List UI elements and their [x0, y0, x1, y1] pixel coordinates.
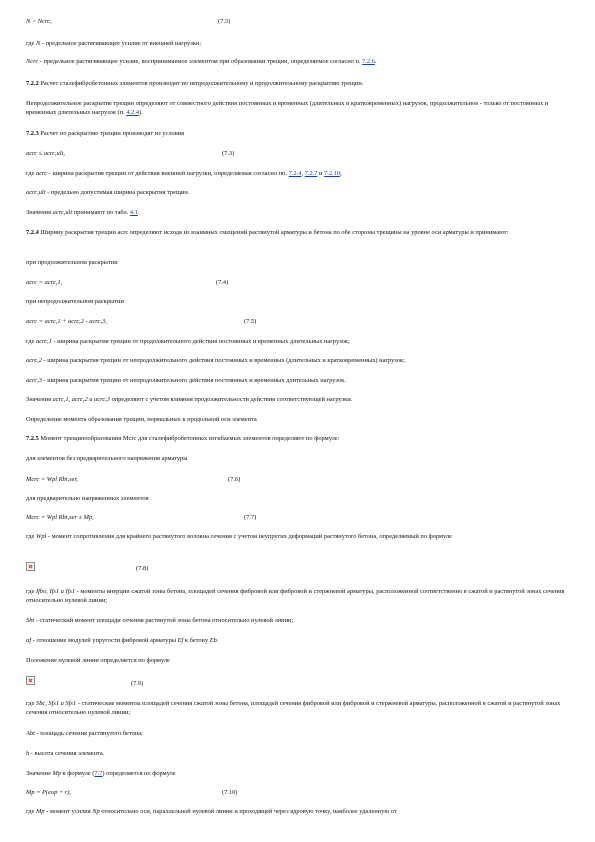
formula-number: (7.4) [216, 279, 229, 286]
formula-7-6: Mcrc = Wpl Rbt,ser, [26, 476, 78, 483]
link-7-2-6[interactable]: 7.2.6 [362, 58, 375, 65]
formula-7-3-first: N > Ncrc, [26, 18, 52, 25]
link-4-2-4[interactable]: 4.2.4 [126, 108, 140, 116]
paragraph: Значения acrc,ult принимают по табл. 4.1. [26, 209, 140, 216]
subsection-heading: Определение момента образования трещин, нормальных к продольной оси элемента [26, 416, 257, 423]
paragraph: где Sbc, Sfs1 и Sfs1 - статические моменты площадей сечения сжатой зоны бетона, площадей сечения фибровой или фибровой и стержневой арматуры, расположенной в сжатой и растянутой зонах сечения относительно нулевой линии; [26, 700, 561, 716]
link-7-2-10[interactable]: 7.2.10 [324, 170, 341, 177]
section-7-2-5: 7.2.5 Момент трещинообразования Mcrc для сталефибробетонных изгибаемых элементов определяют по формуле: [26, 435, 340, 442]
broken-image-icon [26, 676, 35, 685]
paragraph: где acrc,1 - ширина раскрытия трещин от продолжительного действия постоянных и временных длительных нагрузок; [26, 338, 350, 345]
paragraph: где Wpl - момент сопротивления для крайнего растянутого волокна сечения с учетом неупругих деформаций растянутого бетона, определяемый по формуле [26, 533, 453, 540]
paragraph: для предварительно напряженных элементов [26, 495, 149, 502]
broken-image-icon [26, 562, 35, 571]
paragraph: для элементов без предварительного напряжения арматуры [26, 455, 188, 462]
paragraph: Непродолжительное раскрытие трещин определяют от совместного действия постоянных и временных (длительных и кратковременных) нагрузок, продолжительное - только от постоянных и временных длительных нагрузок (п. 4.2.4). [26, 100, 549, 116]
paragraph: Ncrc - предельное растягивающее усилие, воспринимаемое элементом при образовании трещин, определяемое согласно п. 7.2.6. [26, 58, 377, 65]
paragraph: acrc,3 - ширина раскрытия трещин от непродолжительного действия постоянных и временных длительных нагрузок. [26, 377, 346, 384]
paragraph: Значение Mp в формуле (7.7) определяется по формуле [26, 770, 176, 777]
paragraph: Sbt - статический момент площади сечения растянутой зоны бетона относительно нулевой линии; [26, 617, 294, 624]
link-7-2-7[interactable]: 7.2.7 [304, 170, 318, 177]
formula-7-7: Mcrc = Wpl Rbt,ser ± Mp, [26, 514, 94, 521]
paragraph: где Mp - момент усилия Np относительно оси, параллельной нулевой линии и проходящей через ядровую точку, наиболее удаленную от [26, 808, 397, 815]
section-7-2-4: 7.2.4 Ширину раскрытия трещин acrc определяют исходя из взаимных смещений растянутой арматуры и бетона по обе стороны трещины на уровне оси арматуры и принимают: [26, 229, 509, 236]
formula-number: (7.3) [218, 18, 231, 25]
link-7-2-4[interactable]: 7.2.4 [288, 170, 302, 177]
section-7-2-3: 7.2.3 Расчет по раскрытию трещин производят из условия [26, 130, 185, 137]
paragraph: acrc,ult - предельно допустимая ширина раскрытия трещин. [26, 189, 190, 196]
paragraph: acrc,2 - ширина раскрытия трещин от непродолжительного действия постоянных и временных (длительных и кратковременных) нагрузок; [26, 357, 405, 364]
section-7-2-2: 7.2.2 Расчет сталефибробетонных элементов производят по непродолжительному и продолжительному раскрытию трещин. [26, 80, 364, 87]
paragraph: при продолжительном раскрытии [26, 259, 118, 266]
formula-number: (7.9) [131, 680, 144, 687]
paragraph: где acrc - ширина раскрытия трещин от действия внешней нагрузки, определяемая согласно пп. 7.2.4, 7.2.7 и 7.2.10; [26, 170, 342, 177]
formula-7-4: acrc = acrc,1, [26, 279, 63, 286]
link-table-4-1[interactable]: 4.1 [129, 209, 138, 216]
paragraph: при непродолжительном раскрытии [26, 298, 124, 305]
link-formula-7-7[interactable]: 7.7 [94, 770, 103, 777]
paragraph: где N - предельное растягивающее усилие от внешней нагрузки; [26, 40, 202, 47]
formula-number: (7.3) [222, 150, 235, 157]
formula-number: (7.6) [228, 476, 241, 483]
paragraph: h - высота сечения элемента. [26, 750, 105, 757]
formula-7-10: Mp = P(eop + r), [26, 789, 72, 796]
formula-number: (7.10) [222, 789, 238, 796]
formula-number: (7.7) [244, 514, 257, 521]
paragraph: Положение нулевой линии определяется по формуле [26, 657, 170, 664]
paragraph: Abt - площадь сечения растянутого бетона; [26, 730, 143, 737]
formula-7-3-second: acrc ≤ acrc,ult, [26, 150, 65, 157]
formula-number: (7.5) [244, 318, 257, 325]
formula-7-5: acrc = acrc,1 + acrc,2 - acrc,3, [26, 318, 107, 325]
paragraph: Значения acrc,1, acrc,2 и acrc,3 определяют с учетом влияния продолжительности действия соответствующей нагрузки. [26, 396, 353, 403]
paragraph: где Ifbo, Ifs1 и Ifs1 - моменты инерции сжатой зоны бетона, площадей сечения фибровой или фибровой и стержневой арматуры, расположенной соответственно в сжатой и растянутой зонах сечения относительно нулевой линии; [26, 588, 565, 604]
paragraph: αf - отношение модулей упругости фибровой арматуры Ef к бетону Eb. [26, 637, 219, 644]
formula-number: (7.8) [136, 565, 149, 572]
